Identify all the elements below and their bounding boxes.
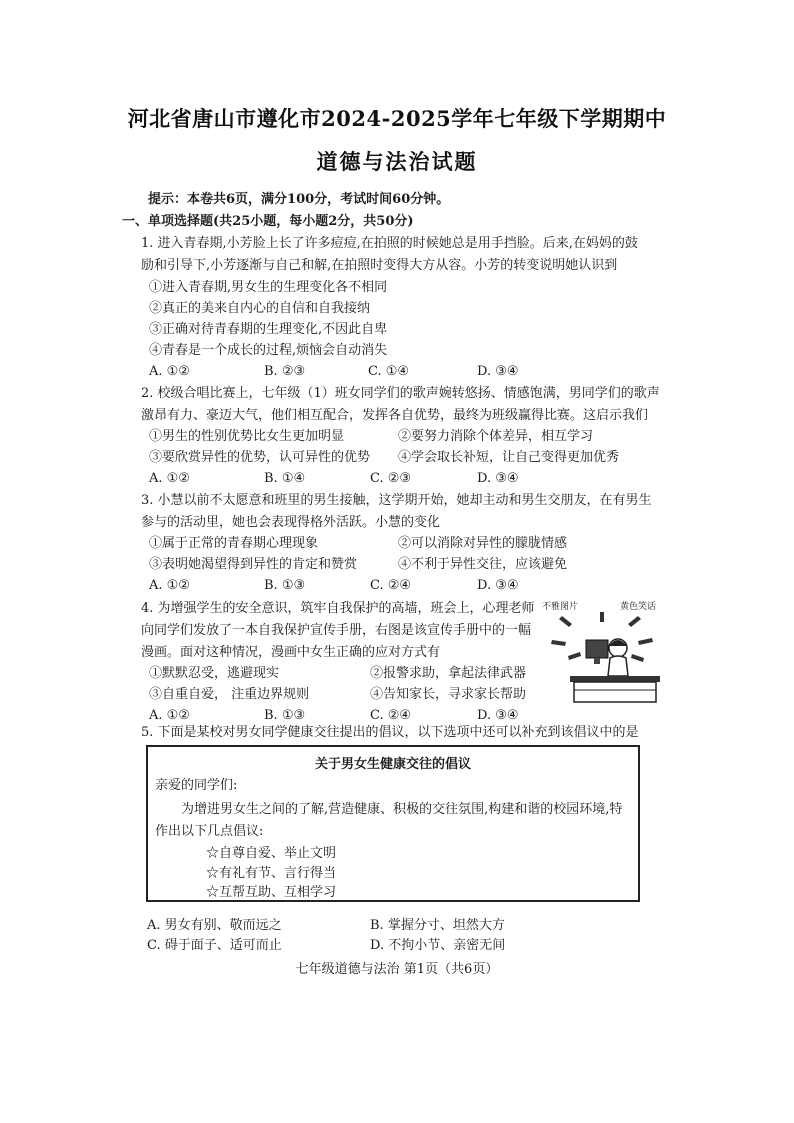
q1-option-c[interactable]: C. ①④ [368, 364, 410, 379]
q4-statement-2: ②报警求助，拿起法律武器 [370, 666, 527, 681]
q2-stem-line1: 2. 校级合唱比赛上，七年级（1）班女同学们的歌声婉转悠扬、情感饱满，男同学们的歌声 [141, 386, 660, 401]
proposal-box [146, 745, 640, 902]
q4-cartoon-illustration [540, 598, 665, 708]
q2-statement-1: ①男生的性别优势比女生更加明显 [149, 429, 345, 444]
q4-option-c[interactable]: C. ②④ [370, 708, 412, 723]
q3-option-a[interactable]: A. ①② [149, 578, 190, 593]
section-heading: 一、单项选择题(共25小题，每小题2分，共50分) [122, 214, 414, 229]
q3-statement-4: ④不利于异性交往，应该避免 [398, 557, 568, 572]
q3-statement-3: ③表明她渴望得到异性的肯定和赞赏 [149, 557, 358, 572]
q1-statement-2: ②真正的美来自内心的自信和自我接纳 [149, 301, 371, 316]
q1-statement-4: ④青春是一个成长的过程,烦恼会自动消失 [149, 343, 388, 358]
q2-option-b[interactable]: B. ①④ [264, 471, 306, 486]
proposal-point-2: ☆有礼有节、言行得当 [206, 866, 337, 881]
proposal-body-line1: 为增进男女生之间的了解,营造健康、积极的交往氛围,构建和谐的校园环境,特 [181, 802, 623, 817]
q1-option-d[interactable]: D. ③④ [477, 364, 519, 379]
q2-option-c[interactable]: C. ②③ [370, 471, 412, 486]
q4-option-a[interactable]: A. ①② [149, 708, 190, 723]
proposal-title: 关于男女生健康交往的倡议 [314, 757, 471, 772]
q5-option-d[interactable]: D. 不拘小节、亲密无间 [370, 938, 506, 953]
q4-statement-4: ④告知家长，寻求家长帮助 [370, 687, 527, 702]
q1-option-a[interactable]: A. ①② [149, 364, 190, 379]
q4-option-b[interactable]: B. ①③ [264, 708, 306, 723]
proposal-point-3: ☆互帮互助、互相学习 [206, 885, 337, 900]
q1-stem-line2: 励和引导下,小芳逐渐与自己和解,在拍照时变得大方从容。小芳的转变说明她认识到 [141, 258, 618, 273]
q4-stem-line1: 4. 为增强学生的安全意识，筑牢自我保护的高墙，班会上，心理老师 [141, 601, 535, 616]
cartoon-drawing [540, 598, 665, 708]
q2-option-a[interactable]: A. ①② [149, 471, 190, 486]
q3-statement-2: ②可以消除对异性的朦胧情感 [398, 536, 568, 551]
exam-subtitle: 道德与法治试题 [316, 149, 478, 174]
q2-statement-3: ③要欣赏异性的优势，认可异性的优势 [149, 450, 371, 465]
q1-statement-3: ③正确对待青春期的生理变化,不因此自卑 [149, 322, 388, 337]
q3-option-d[interactable]: D. ③④ [477, 578, 519, 593]
q2-statement-2: ②要努力消除个体差异，相互学习 [398, 429, 594, 444]
q2-stem-line2: 激昂有力、豪迈大气，他们相互配合，发挥各自优势，最终为班级赢得比赛。这启示我们 [141, 408, 649, 423]
q4-stem-line3: 漫画。面对这种情况，漫画中女生正确的应对方式有 [141, 645, 441, 660]
cartoon-label-right: 黄色笑话 [620, 602, 657, 612]
exam-title: 河北省唐山市遵化市2024-2025学年七年级下学期期中 [127, 106, 667, 131]
exam-notice: 提示：本卷共6页，满分100分，考试时间60分钟。 [148, 192, 450, 207]
q1-statement-1: ①进入青春期,男女生的生理变化各不相同 [149, 280, 388, 295]
q5-stem: 5. 下面是某校对男女同学健康交往提出的倡议，以下选项中还可以补充到该倡议中的是 [141, 725, 639, 740]
cartoon-label-left: 不雅图片 [542, 602, 579, 612]
q4-statement-1: ①默默忍受，逃避现实 [149, 666, 280, 681]
q4-stem-line2: 向同学们发放了一本自我保护宣传手册，右图是该宣传手册中的一幅 [141, 623, 532, 638]
proposal-point-1: ☆自尊自爱、举止文明 [206, 846, 337, 861]
page-footer: 七年级道德与法治 第1页（共6页） [295, 962, 499, 977]
q3-option-b[interactable]: B. ①③ [264, 578, 306, 593]
q5-option-a[interactable]: A. 男女有别、敬而远之 [147, 918, 282, 933]
q3-stem-line1: 3. 小慧以前不太愿意和班里的男生接触，这学期开始，她却主动和男生交朋友，在有男生 [141, 493, 652, 508]
q3-option-c[interactable]: C. ②④ [370, 578, 412, 593]
q5-option-b[interactable]: B. 掌握分寸、坦然大方 [370, 918, 505, 933]
q3-statement-1: ①属于正常的青春期心理现象 [149, 536, 319, 551]
q5-option-c[interactable]: C. 碍于面子、适可而止 [147, 938, 282, 953]
q4-option-d[interactable]: D. ③④ [477, 708, 519, 723]
q4-statement-3: ③自重自爱， 注重边界规则 [149, 687, 310, 702]
q1-option-b[interactable]: B. ②③ [264, 364, 306, 379]
q2-statement-4: ④学会取长补短，让自己变得更加优秀 [398, 450, 620, 465]
q1-stem-line1: 1. 进入青春期,小芳脸上长了许多痘痘,在拍照的时候她总是用手挡脸。后来,在妈妈的鼓 [141, 236, 638, 251]
proposal-body-line2: 作出以下几点倡议: [155, 824, 264, 839]
q2-option-d[interactable]: D. ③④ [477, 471, 519, 486]
q3-stem-line2: 参与的活动里，她也会表现得格外活跃。小慧的变化 [141, 515, 441, 530]
proposal-greeting: 亲爱的同学们: [155, 778, 238, 793]
